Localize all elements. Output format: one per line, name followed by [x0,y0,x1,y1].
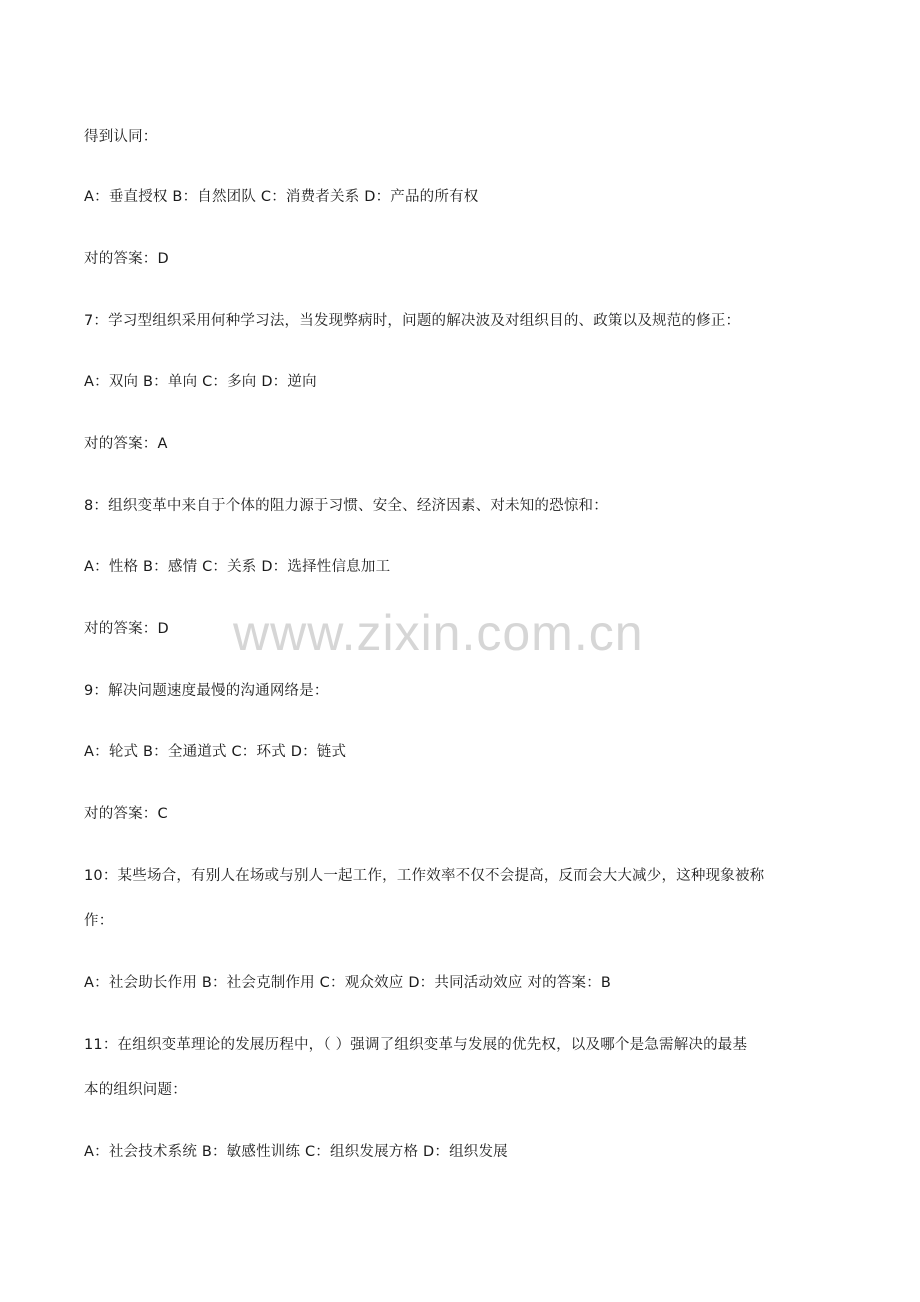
question-11-options: A：社会技术系统 B：敏感性训练 C：组织发展方格 D：组织发展 [84,1144,508,1160]
question-7-text: 7：学习型组织采用何种学习法，当发现弊病时，问题的解决波及对组织目的、政策以及规范的修正： [84,313,741,329]
question-11-text-line-2: 本的组织问题： [84,1082,187,1098]
question-9-options: A：轮式 B：全通道式 C：环式 D：链式 [84,744,347,760]
question-10-options-answer: A：社会助长作用 B：社会克制作用 C：观众效应 D：共同活动效应 对的答案：B [84,975,612,991]
question-9-answer: 对的答案：C [84,806,168,822]
question-7-answer: 对的答案：A [84,436,168,452]
watermark: www.zixin.com.cn [233,605,644,661]
question-6-options: A：垂直授权 B：自然团队 C：消费者关系 D：产品的所有权 [84,189,479,205]
question-8-options: A：性格 B：感情 C：关系 D：选择性信息加工 [84,559,391,575]
question-10-text-line-1: 10：某些场合，有别人在场或与别人一起工作，工作效率不仅不会提高，反而会大大减少，这种现象被称 [84,868,765,884]
question-6-answer: 对的答案：D [84,251,169,267]
question-11-text-line-1: 11：在组织变革理论的发展历程中，（ ）强调了组织变革与发展的优先权，以及哪个是急需解决的最基 [84,1037,748,1053]
question-7-options: A：双向 B：单向 C：多向 D：逆向 [84,374,317,390]
question-6-tail: 得到认同： [84,129,158,145]
question-8-text: 8：组织变革中来自于个体的阻力源于习惯、安全、经济因素、对未知的恐惊和： [84,498,608,514]
question-8-answer: 对的答案：D [84,621,169,637]
question-9-text: 9：解决问题速度最慢的沟通网络是： [84,683,329,699]
question-10-text-line-2: 作： [84,913,114,929]
